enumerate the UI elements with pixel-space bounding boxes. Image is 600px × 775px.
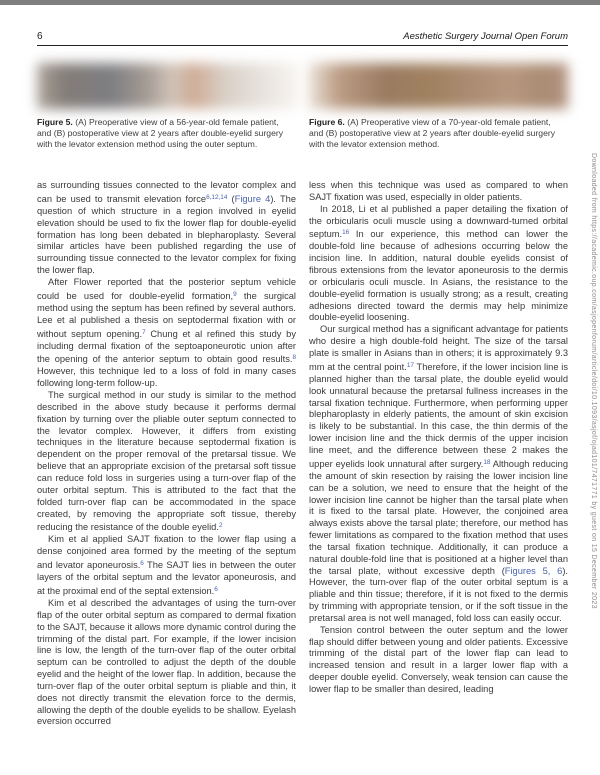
text-run: as surrounding tissues connected to the levator complex and can be used to transmit elevation force (37, 180, 296, 205)
paragraph (37, 534, 296, 598)
paragraph (309, 625, 568, 696)
page-header (37, 31, 568, 46)
top-divider-bar (0, 0, 600, 5)
figure5-caption-text: (A) Preoperative view of a 56-year-old female patient, and (B) postoperative view at 2 years after double-eyelid surgery with the levator extension method using the outer septum. (37, 117, 284, 149)
page-number: 6 (37, 31, 43, 42)
figure-captions (37, 117, 568, 149)
figure-reference-link[interactable]: Figures 5, 6 (504, 565, 563, 576)
download-watermark: Downloaded from https://academic.oup.com/asjopenforum/article/doi/10.1093/asjof/ojad101/7471771 by guest on 15 December 2023 (590, 153, 597, 609)
text-run: Chung et al refined this study by including dermal fixation of the septoaponeurotic union after the opening of the anterior septum to obtain good results. (37, 328, 296, 365)
text-run: Therefore, if the lower incision line is planned higher than the tarsal plate, the double eyelid would look unnatural because the pretarsal fullness increases in the tarsal fixation technique. Furthermore, when performing upper blepharoplasty in elderly patients, the amount of skin excision is likely to be substantial. In this case, the thin dermis of the lower incision line and the thick dermis of the upper incision line meet, and the difference between these 2 makes the upper eyelids look unnatural after surgery. (309, 362, 568, 469)
figure-reference-link[interactable]: Figure 4 (234, 194, 271, 205)
figure6-caption-text: (A) Preoperative view of a 70-year-old female patient, and (B) postoperative view at 2 years after double-eyelid surgery with the levator extension method. (309, 117, 556, 149)
citation-superscript-link[interactable]: 6,12,14 (206, 193, 228, 201)
paragraph (37, 180, 296, 277)
text-run: In 2018, Li et al published a paper detailing the fixation of the orbicularis oculi muscle using a downward-turned orbital septum. (309, 203, 568, 240)
citation-superscript-link[interactable]: 18 (483, 458, 491, 466)
paragraph (309, 180, 568, 204)
figure6-caption (309, 117, 567, 149)
citation-superscript-link[interactable]: 9 (233, 290, 237, 298)
paragraph (309, 324, 568, 624)
citation-superscript-link[interactable]: 8 (292, 354, 296, 362)
paragraph (37, 390, 296, 534)
text-run: Kim et al described the advantages of using the turn-over flap of the outer orbital septum as compared to dermal fixation to the SAJT, because it allows more dynamic control during the trimming of the distal part. For example, if the lower incision line is low, the length of the turn-over flap of the outer orbital septum can be controlled to adjust the depth of the double eyelid and the height of the lower flap. In addition, because the turn-over flap of the outer orbital septum is pliable and thin, it does not directly transmit the elevation force to the dermis, allowing the depth of the double eyelids to be shallow. Eyelash eversion occurred (37, 598, 296, 727)
text-run: After Flower reported that the posterior septum vehicle could be used for double-eyelid formation, (37, 276, 296, 301)
text-run: However, this technique led to a loss of fold in many cases following long-term follow-up. (37, 366, 296, 389)
figure5-caption (37, 117, 295, 149)
figure6-image (308, 63, 569, 109)
right-column (309, 180, 568, 728)
text-run: The SAJT lies in between the outer layers of the orbital septum and the levator aponeurosis, and at the proximal end of the septal extension. (37, 560, 296, 597)
citation-superscript-link[interactable]: 6 (214, 585, 218, 593)
text-run: In our experience, this method can lower the double-fold line because of adhesions occurring below the incision line. In addition, natural double eyelids consist of fibrous extensions from the levator aponeurosis to the dermis or orbicularis oculi muscle. In Asians, the resistance to the double-eyelid formation is usually strong; as a result, creating adhesions directed toward the dermis may help minimize double-eyelid loosening. (309, 229, 568, 323)
text-run: Although reducing the amount of skin resection by raising the lower incision line can be a solution, we need to ensure that the height of the lower incision line cannot be higher than the tarsal plate when it is fixed to the tarsal plate. However, the conjoined area always exists above the tarsal plate; therefore, our method has fewer limitations as compared to the fixation method that uses the tarsal fixation technique. Additionally, it can produce a natural double-fold line that is positioned at a higher level than the tarsal plate, without excessive depth ( (309, 458, 568, 576)
text-run: ). The question of which structure in a region involved in eyelid elevation should be used to fix the lower flap for double-eyelid formation has long been debated in blepharoplasty. Several similar articles have been published regarding the use of surrounding tissue connected to the levator complex for fixing the lower flap. (37, 194, 296, 276)
paragraph (37, 598, 296, 728)
paragraph (309, 204, 568, 325)
left-column (37, 180, 296, 728)
text-run: Our surgical method has a significant advantage for patients who desire a high double-fold height. The size of the tarsal plate is smaller in Asians than in others; it is approximately 9.3 mm at the central point. (309, 324, 568, 373)
text-run: less when this technique was used as compared to when SAJT fixation was used, especially in older patients. (309, 180, 568, 202)
figure6-label: Figure 6. (309, 117, 345, 127)
paragraph (37, 277, 296, 390)
text-run: The surgical method in our study is similar to the method described in the above study because it performs dermal fixation by turning over the pliable outer septum connected to the levator complex. However, it differs from existing techniques in the literature because septodermal fixation is dependent on the proper removal of the pretarsal tissue. We believe that an appropriate excision of the pretarsal soft tissue can reduce fold loss in surgeries using a turn-over flap of the outer orbital septum. This is attributed to the fact that the folded turn-over flap can be accommodated in the space created, by removing the appropriate soft tissue, thereby reducing the resistance of the double eyelid. (37, 390, 296, 533)
journal-title: Aesthetic Surgery Journal Open Forum (403, 31, 568, 42)
text-run: Tension control between the outer septum and the lower flap should differ between young and older patients. Excessive trimming of the distal part of the lower flap can lead to increased tension and result in a larger lower flap with a deeper double eyelid. Conversely, weak tension can cause the lower flap to be smaller than desired, leading (309, 624, 568, 694)
citation-superscript-link[interactable]: 7 (142, 328, 146, 336)
citation-superscript-link[interactable]: 6 (140, 560, 144, 568)
figure5-label: Figure 5. (37, 117, 73, 127)
citation-superscript-link[interactable]: 17 (406, 361, 414, 369)
text-run: Kim et al applied SAJT fixation to the lower flap using a dense conjoined area formed by the meeting of the septum and levator aponeurosis. (37, 534, 296, 571)
figure5-image (37, 63, 298, 109)
citation-superscript-link[interactable]: 2 (218, 522, 223, 530)
text-run: ). However, the turn-over flap of the outer orbital septum is a pliable and thin tissue; therefore, if it is not fixed to the dermis by trimming with appropriate tension, or if the soft tissue in the pretarsal area is not well managed, fold loss can easily occur. (309, 565, 568, 623)
text-run: ( (227, 194, 235, 205)
figures-strip (37, 63, 568, 109)
article-body (37, 180, 568, 728)
citation-superscript-link[interactable]: 16 (342, 229, 350, 237)
text-run: the surgical method using the septum has been refined by several authors. Lee et al published a thesis on septodermal fixation with or without septum opening. (37, 290, 296, 339)
